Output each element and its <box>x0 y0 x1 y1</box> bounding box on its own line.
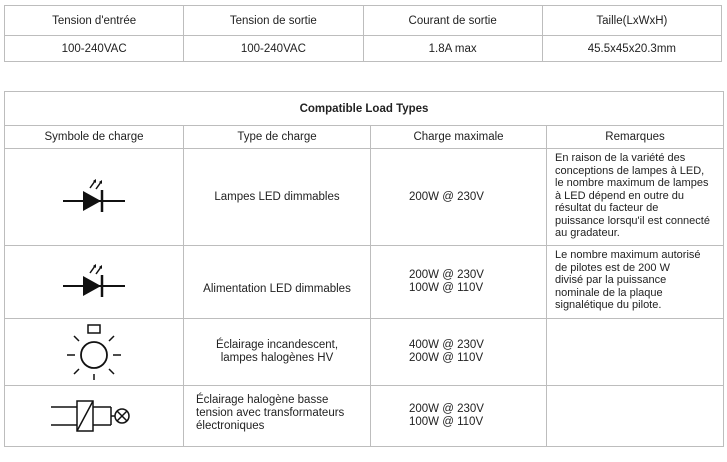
load-types-table <box>4 91 724 447</box>
spec-table <box>4 5 722 62</box>
load-type-line: tension avec transformateurs <box>196 407 345 419</box>
max-load-cell <box>371 319 547 386</box>
header-max-load: Charge maximale <box>371 126 547 149</box>
remark-line: à LED dépend en outre du <box>555 189 685 202</box>
remark-line: nominale de la plaque <box>555 286 663 299</box>
led-driver-icon <box>59 262 129 302</box>
load-table-title: Compatible Load Types <box>5 92 724 126</box>
load-type-line: Éclairage incandescent, <box>215 339 339 351</box>
remark-line: résultat du facteur de <box>555 202 659 214</box>
remark-line: conceptions de lampes à LED, <box>555 164 705 177</box>
spec-value-input-voltage: 100-240VAC <box>5 36 184 62</box>
max-load-cell <box>371 149 547 246</box>
symbol-cell <box>5 149 184 246</box>
halogen-transformer-icon <box>49 395 139 437</box>
table-row <box>5 386 724 447</box>
load-type-cell <box>184 319 371 386</box>
spec-header-output-current: Courant de sortie <box>363 6 542 36</box>
symbol-cell <box>5 386 184 447</box>
remark-line: En raison de la variété des <box>555 152 686 164</box>
header-load-type: Type de charge <box>184 126 371 149</box>
remark-line: Le nombre maximum autorisé <box>555 249 701 261</box>
max-load-line: 100W @ 110V <box>409 416 484 428</box>
load-type-cell <box>184 149 371 246</box>
spec-header-size: Taille(LxWxH) <box>542 6 721 36</box>
remarks-cell <box>547 386 724 447</box>
load-type-cell <box>184 386 371 447</box>
remark-line: signalétique du pilote. <box>555 299 662 311</box>
spec-value-size: 45.5x45x20.3mm <box>542 36 721 62</box>
remark-line: au gradateur. <box>555 227 620 239</box>
max-load-line: 200W @ 230V <box>409 190 484 203</box>
incandescent-lamp-icon <box>64 322 124 382</box>
remark-line: de pilotes est de 200 W <box>555 261 670 274</box>
load-type-line: Alimentation LED dimmables <box>203 283 351 295</box>
table-row <box>5 149 724 246</box>
remarks-cell <box>547 149 724 246</box>
load-type-line: Lampes LED dimmables <box>214 190 340 203</box>
symbol-cell <box>5 319 184 386</box>
max-load-line: 200W @ 230V <box>409 269 484 281</box>
load-type-cell <box>184 246 371 319</box>
led-dimmable-icon <box>59 177 129 217</box>
table-row <box>5 246 724 319</box>
max-load-line: 100W @ 110V <box>409 282 484 294</box>
remark-line: divisé par la puissance <box>555 274 667 286</box>
table-row <box>5 319 724 386</box>
symbol-cell <box>5 246 184 319</box>
remark-line: puissance lorsqu'il est connecté <box>555 214 710 227</box>
max-load-line: 400W @ 230V <box>409 339 484 351</box>
max-load-cell <box>371 386 547 447</box>
max-load-line: 200W @ 230V <box>409 403 484 415</box>
remark-line: le nombre maximum de lampes <box>555 177 709 189</box>
spec-header-output-voltage: Tension de sortie <box>184 6 363 36</box>
load-type-line: électroniques <box>196 420 265 432</box>
load-type-line: Éclairage halogène basse <box>196 394 329 406</box>
spec-value-output-current: 1.8A max <box>363 36 542 62</box>
remarks-cell <box>547 319 724 386</box>
spec-header-input-voltage: Tension d'entrée <box>5 6 184 36</box>
max-load-cell <box>371 246 547 319</box>
spec-value-output-voltage: 100-240VAC <box>184 36 363 62</box>
max-load-line: 200W @ 110V <box>409 352 484 364</box>
load-type-line: lampes halogènes HV <box>220 352 334 364</box>
header-remarks: Remarques <box>547 126 724 149</box>
header-load-symbol: Symbole de charge <box>5 126 184 149</box>
remarks-cell <box>547 246 724 319</box>
